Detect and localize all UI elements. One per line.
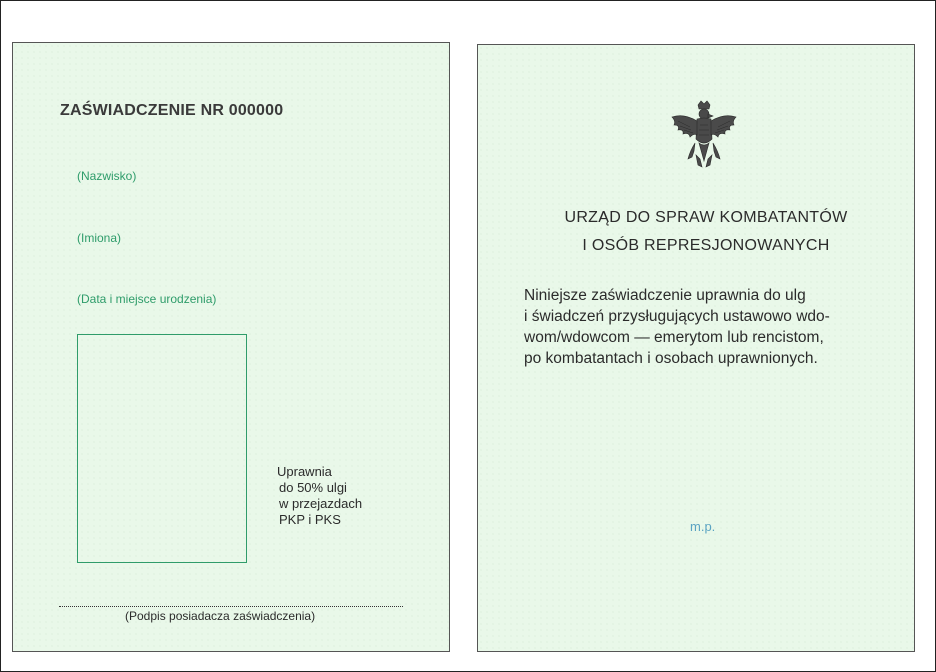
entitlement-text <box>524 285 876 369</box>
discount-line: PKP i PKS <box>279 512 341 527</box>
certificate-left-page <box>12 42 450 652</box>
office-name-line-2: I OSÓB REPRESJONOWANYCH <box>582 237 830 254</box>
entitlement-line: wom/wdowcom — emerytom lub rencistom, <box>524 329 824 346</box>
first-names-field-label: (Imiona) <box>77 231 122 245</box>
polish-eagle-emblem-icon <box>668 99 740 179</box>
entitlement-line: Niniejsze zaświadczenie uprawnia do ulg <box>524 287 806 304</box>
birth-date-place-field-label: (Data i miejsce urodzenia) <box>77 292 217 306</box>
surname-field-label: (Nazwisko) <box>77 169 137 183</box>
entitlement-line: i świadczeń przysługujących ustawowo wdo- <box>524 308 830 325</box>
photo-box <box>77 334 247 563</box>
signature-line <box>59 606 403 607</box>
discount-line: w przejazdach <box>279 496 363 511</box>
certificate-right-page <box>477 44 915 652</box>
discount-notice <box>277 464 362 528</box>
entitlement-line: po kombatantach i osobach uprawnionych. <box>524 350 818 367</box>
office-name-line-1: URZĄD DO SPRAW KOMBATANTÓW <box>564 209 848 226</box>
stamp-place-label: m.p. <box>690 519 716 534</box>
signature-label: (Podpis posiadacza zaświadczenia) <box>125 609 316 623</box>
discount-line: do 50% ulgi <box>279 480 347 495</box>
certificate-title: ZAŚWIADCZENIE NR 000000 <box>60 102 284 119</box>
discount-line: Uprawnia <box>277 464 332 479</box>
